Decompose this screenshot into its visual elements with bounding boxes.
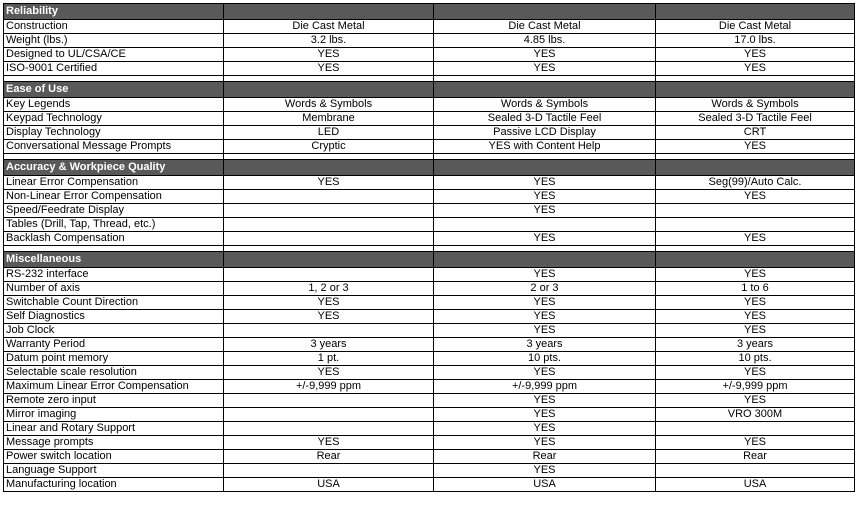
feature-value-1: YES [224,62,434,76]
feature-label: Tables (Drill, Tap, Thread, etc.) [4,218,224,232]
feature-label: Linear Error Compensation [4,176,224,190]
feature-label: ISO-9001 Certified [4,62,224,76]
table-row [4,436,855,450]
feature-value-3: Words & Symbols [656,98,855,112]
feature-label: Key Legends [4,98,224,112]
section-header-row [4,82,855,98]
table-row [4,310,855,324]
feature-label: Self Diagnostics [4,310,224,324]
feature-value-3: YES [656,324,855,338]
feature-label: Construction [4,20,224,34]
feature-value-2: 2 or 3 [434,282,656,296]
table-row [4,268,855,282]
section-header-row [4,160,855,176]
table-row [4,408,855,422]
table-row [4,140,855,154]
feature-value-3: YES [656,232,855,246]
table-row [4,48,855,62]
feature-value-1: Words & Symbols [224,98,434,112]
table-row [4,464,855,478]
feature-value-3 [656,218,855,232]
feature-value-2: Passive LCD Display [434,126,656,140]
table-row [4,366,855,380]
section-header-row [4,4,855,20]
feature-value-1: Membrane [224,112,434,126]
feature-value-3: YES [656,366,855,380]
feature-value-2 [434,218,656,232]
feature-label: Mirror imaging [4,408,224,422]
feature-value-3: YES [656,268,855,282]
feature-value-2: YES [434,408,656,422]
feature-value-1 [224,218,434,232]
feature-value-3: Die Cast Metal [656,20,855,34]
feature-value-2: Die Cast Metal [434,20,656,34]
feature-value-2: YES [434,204,656,218]
feature-value-1 [224,464,434,478]
feature-value-3: YES [656,62,855,76]
feature-label: Designed to UL/CSA/CE [4,48,224,62]
feature-value-1: 3.2 lbs. [224,34,434,48]
section-header-cell [656,252,855,268]
table-row [4,98,855,112]
feature-label: Display Technology [4,126,224,140]
feature-label: Maximum Linear Error Compensation [4,380,224,394]
feature-value-3: VRO 300M [656,408,855,422]
feature-value-1 [224,232,434,246]
feature-value-1: +/-9,999 ppm [224,380,434,394]
table-row [4,204,855,218]
table-row [4,282,855,296]
feature-value-1: YES [224,176,434,190]
feature-value-3: 17.0 lbs. [656,34,855,48]
table-row [4,352,855,366]
feature-value-1: YES [224,436,434,450]
feature-value-3: YES [656,48,855,62]
feature-label: Selectable scale resolution [4,366,224,380]
table-row [4,190,855,204]
feature-value-1: YES [224,366,434,380]
table-row [4,20,855,34]
feature-label: Switchable Count Direction [4,296,224,310]
table-row [4,296,855,310]
feature-label: Message prompts [4,436,224,450]
table-row [4,232,855,246]
comparison-table-body [4,4,855,492]
feature-value-1: YES [224,310,434,324]
feature-value-1 [224,268,434,282]
feature-label: Weight (lbs.) [4,34,224,48]
feature-value-2: 10 pts. [434,352,656,366]
feature-value-3: YES [656,394,855,408]
feature-value-2: 4.85 lbs. [434,34,656,48]
feature-value-3: 3 years [656,338,855,352]
table-row [4,380,855,394]
feature-value-2: YES [434,436,656,450]
feature-value-1 [224,324,434,338]
feature-value-1 [224,408,434,422]
section-title: Accuracy & Workpiece Quality [4,160,224,176]
section-title: Miscellaneous [4,252,224,268]
table-row [4,478,855,492]
feature-value-1: 1, 2 or 3 [224,282,434,296]
feature-value-2: YES [434,324,656,338]
table-row [4,394,855,408]
table-row [4,422,855,436]
table-row [4,176,855,190]
feature-value-2: YES [434,190,656,204]
feature-label: Keypad Technology [4,112,224,126]
feature-value-3: YES [656,140,855,154]
feature-value-1: Cryptic [224,140,434,154]
feature-value-1: USA [224,478,434,492]
feature-value-2: YES [434,48,656,62]
section-header-cell [224,82,434,98]
feature-value-2: Sealed 3-D Tactile Feel [434,112,656,126]
feature-value-2: YES [434,296,656,310]
feature-value-2: YES [434,394,656,408]
feature-value-2: YES [434,62,656,76]
section-header-cell [434,252,656,268]
feature-value-1 [224,190,434,204]
feature-value-1 [224,394,434,408]
feature-value-3 [656,464,855,478]
feature-value-1: YES [224,48,434,62]
feature-value-1: 1 pt. [224,352,434,366]
table-row [4,338,855,352]
table-row [4,324,855,338]
section-title: Reliability [4,4,224,20]
feature-value-2: 3 years [434,338,656,352]
feature-value-1 [224,422,434,436]
feature-value-2: YES [434,422,656,436]
feature-label: Backlash Compensation [4,232,224,246]
comparison-table [3,3,855,492]
feature-value-3: YES [656,296,855,310]
feature-label: Linear and Rotary Support [4,422,224,436]
feature-value-3: 1 to 6 [656,282,855,296]
feature-label: RS-232 interface [4,268,224,282]
section-header-cell [656,82,855,98]
feature-value-3: 10 pts. [656,352,855,366]
feature-value-2: YES with Content Help [434,140,656,154]
section-header-cell [434,160,656,176]
table-row [4,62,855,76]
feature-label: Number of axis [4,282,224,296]
feature-value-2: YES [434,464,656,478]
feature-value-2: YES [434,176,656,190]
feature-label: Job Clock [4,324,224,338]
table-row [4,450,855,464]
feature-value-1 [224,204,434,218]
feature-label: Datum point memory [4,352,224,366]
feature-label: Power switch location [4,450,224,464]
feature-label: Non-Linear Error Compensation [4,190,224,204]
feature-value-3 [656,422,855,436]
section-header-cell [224,252,434,268]
feature-value-3: CRT [656,126,855,140]
feature-value-2: Rear [434,450,656,464]
feature-value-2: YES [434,366,656,380]
feature-value-3: YES [656,436,855,450]
feature-label: Manufacturing location [4,478,224,492]
feature-value-2: Words & Symbols [434,98,656,112]
feature-label: Warranty Period [4,338,224,352]
section-header-cell [224,4,434,20]
section-header-cell [656,160,855,176]
feature-value-3: YES [656,190,855,204]
table-row [4,218,855,232]
feature-value-1: 3 years [224,338,434,352]
feature-value-2: YES [434,310,656,324]
section-title: Ease of Use [4,82,224,98]
feature-value-3: Seg(99)/Auto Calc. [656,176,855,190]
table-row [4,112,855,126]
feature-value-3: Rear [656,450,855,464]
feature-value-1: Rear [224,450,434,464]
feature-value-3: USA [656,478,855,492]
feature-value-2: USA [434,478,656,492]
feature-value-2: YES [434,232,656,246]
feature-value-1: Die Cast Metal [224,20,434,34]
table-row [4,34,855,48]
feature-value-2: +/-9,999 ppm [434,380,656,394]
table-row [4,126,855,140]
feature-value-1: LED [224,126,434,140]
feature-value-3 [656,204,855,218]
feature-value-1: YES [224,296,434,310]
feature-label: Language Support [4,464,224,478]
section-header-row [4,252,855,268]
section-header-cell [434,82,656,98]
feature-label: Conversational Message Prompts [4,140,224,154]
feature-value-3: Sealed 3-D Tactile Feel [656,112,855,126]
feature-value-3: YES [656,310,855,324]
feature-label: Remote zero input [4,394,224,408]
feature-value-2: YES [434,268,656,282]
feature-value-3: +/-9,999 ppm [656,380,855,394]
section-header-cell [224,160,434,176]
section-header-cell [434,4,656,20]
feature-label: Speed/Feedrate Display [4,204,224,218]
section-header-cell [656,4,855,20]
